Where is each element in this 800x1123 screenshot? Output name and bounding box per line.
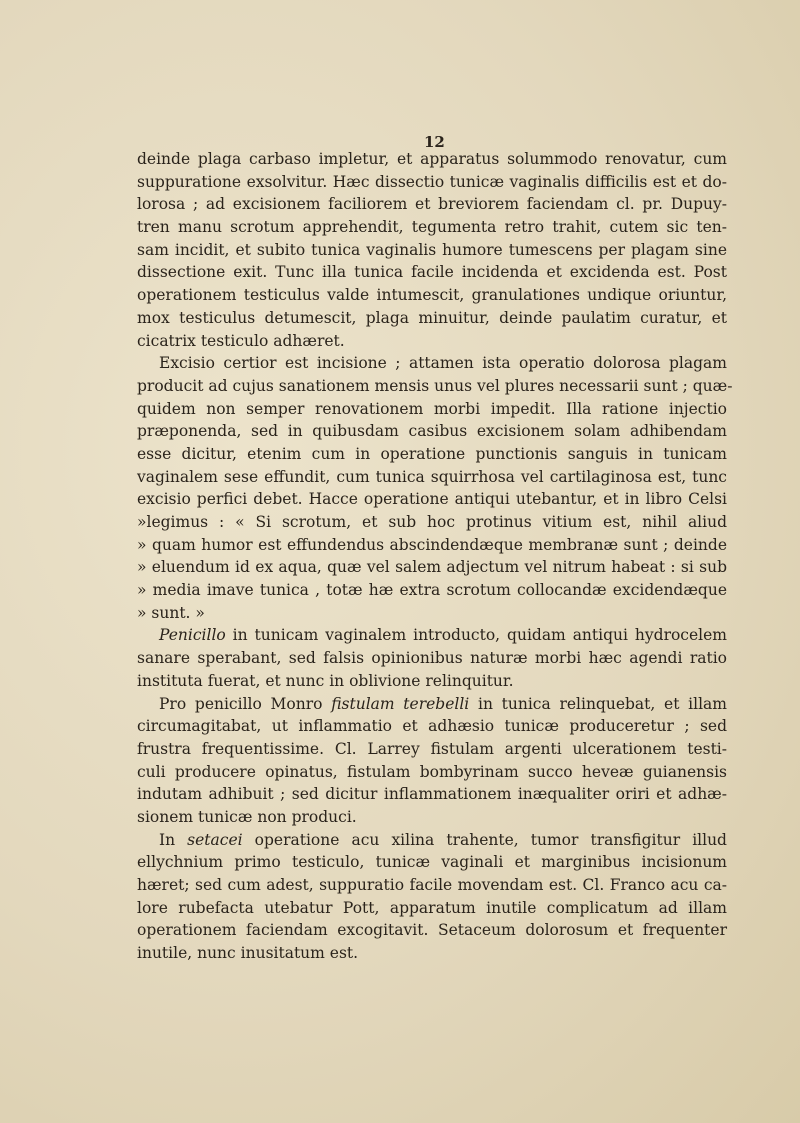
- paragraph: [137, 148, 727, 352]
- text-line: Excisio certior est incisione ; attamen ista operatio dolorosa plagam: [159, 354, 727, 373]
- paragraph: [137, 352, 733, 624]
- text-line: indutam adhibuit ; sed dicitur inflammationem inæqualiter oriri et adhæ-: [137, 785, 727, 804]
- text-line: hæret; sed cum adest, suppuratio facile movendam est. Cl. Franco acu ca-: [137, 876, 727, 894]
- text-line: operationem testiculus valde intumescit, granulationes undique oriuntur,: [137, 286, 727, 305]
- quote-line: »legimus : « Si scrotum, et sub hoc protinus vitium est, nihil aliud: [137, 513, 727, 531]
- text-line: tren manu scrotum apprehendit, tegumenta retro trahit, cutem sic ten-: [137, 218, 727, 237]
- text-line: suppuratione exsolvitur. Hæc dissectio tunicæ vaginalis difficilis est et do-: [137, 172, 727, 191]
- text-run: in tunica relinquebat, et illam: [469, 694, 727, 713]
- text-run: operatione acu xilina trahente, tumor transfigitur illud: [242, 830, 727, 849]
- italic-term: fistulam terebelli: [331, 694, 470, 713]
- text-line: sionem tunicæ non produci.: [137, 807, 357, 826]
- text-line: circumagitabat, ut inflammatio et adhæsio tunicæ produceretur ; sed: [137, 717, 727, 736]
- quote-line: » media imave tunica , totæ hæ extra scrotum collocandæ excidendæque: [137, 581, 727, 600]
- text-line: culi producere opinatus, fistulam bombyrinam succo heveæ guianensis: [137, 762, 727, 781]
- quote-line: » sunt. »: [137, 603, 205, 622]
- text-line: cicatrix testiculo adhæret.: [137, 331, 345, 350]
- italic-term: Penicillo: [159, 626, 226, 645]
- text-line: sam incidit, et subito tunica vaginalis humore tumescens per plagam sine: [137, 240, 727, 259]
- text-line: producit ad cujus sanationem mensis unus vel plures necessarii sunt ; quæ-: [137, 376, 733, 395]
- text-line: frustra frequentissime. Cl. Larrey fistulam argenti ulcerationem testi-: [137, 739, 727, 758]
- text-line: sanare sperabant, sed falsis opinionibus naturæ morbi hæc agendi ratio: [137, 649, 727, 668]
- text-line: [137, 693, 727, 716]
- text-line: esse dicitur, etenim cum in operatione punctionis sanguis in tunicam: [137, 444, 727, 463]
- text-line: præponenda, sed in quibusdam casibus excisionem solam adhibendam: [137, 422, 727, 441]
- text-line: dissectione exit. Tunc illa tunica facile incidenda et excidenda est. Post: [137, 263, 727, 282]
- text-run: in tunicam vaginalem introducto, quidam antiqui hydrocelem: [225, 626, 727, 645]
- text-line: instituta fuerat, et nunc in oblivione relinquitur.: [137, 671, 514, 690]
- text-line: lore rubefacta utebatur Pott, apparatum inutile complicatum ad illam: [137, 898, 727, 917]
- paragraph: [137, 829, 727, 965]
- paragraph: [137, 693, 727, 829]
- text-run: In: [159, 830, 188, 849]
- text-line: mox testiculus detumescit, plaga minuitur, deinde paulatim curatur, et: [137, 308, 727, 327]
- text-run: Pro penicillo Monro: [159, 694, 332, 713]
- paragraph: [137, 624, 727, 692]
- text-line: operationem faciendam excogitavit. Setaceum dolorosum et frequenter: [137, 921, 727, 940]
- text-line: [137, 829, 727, 852]
- text-line: excisio perfici debet. Hacce operatione antiqui utebantur, et in libro Celsi: [137, 490, 727, 509]
- text-line: lorosa ; ad excisionem faciliorem et breviorem faciendam cl. pr. Dupuy-: [137, 195, 727, 214]
- text-line: inutile, nunc inusitatum est.: [137, 944, 359, 963]
- quote-line: » quam humor est effundendus abscindendæque membranæ sunt ; deinde: [137, 535, 727, 554]
- quote-line: » eluendum id ex aqua, quæ vel salem adjectum vel nitrum habeat : si sub: [137, 558, 727, 577]
- text-line: quidem non semper renovationem morbi impedit. Illa ratione injectio: [137, 399, 727, 418]
- text-line: deinde plaga carbaso impletur, et apparatus solummodo renovatur, cum: [137, 150, 727, 168]
- text-line: [137, 624, 727, 647]
- italic-term: setacei: [187, 830, 243, 849]
- text-line: vaginalem sese effundit, cum tunica squirrhosa vel cartilaginosa est, tunc: [137, 467, 727, 486]
- text-line: ellychnium primo testiculo, tunicæ vaginali et marginibus incisionum: [137, 853, 727, 872]
- body-text: [137, 148, 733, 965]
- page-number: 12: [424, 133, 445, 151]
